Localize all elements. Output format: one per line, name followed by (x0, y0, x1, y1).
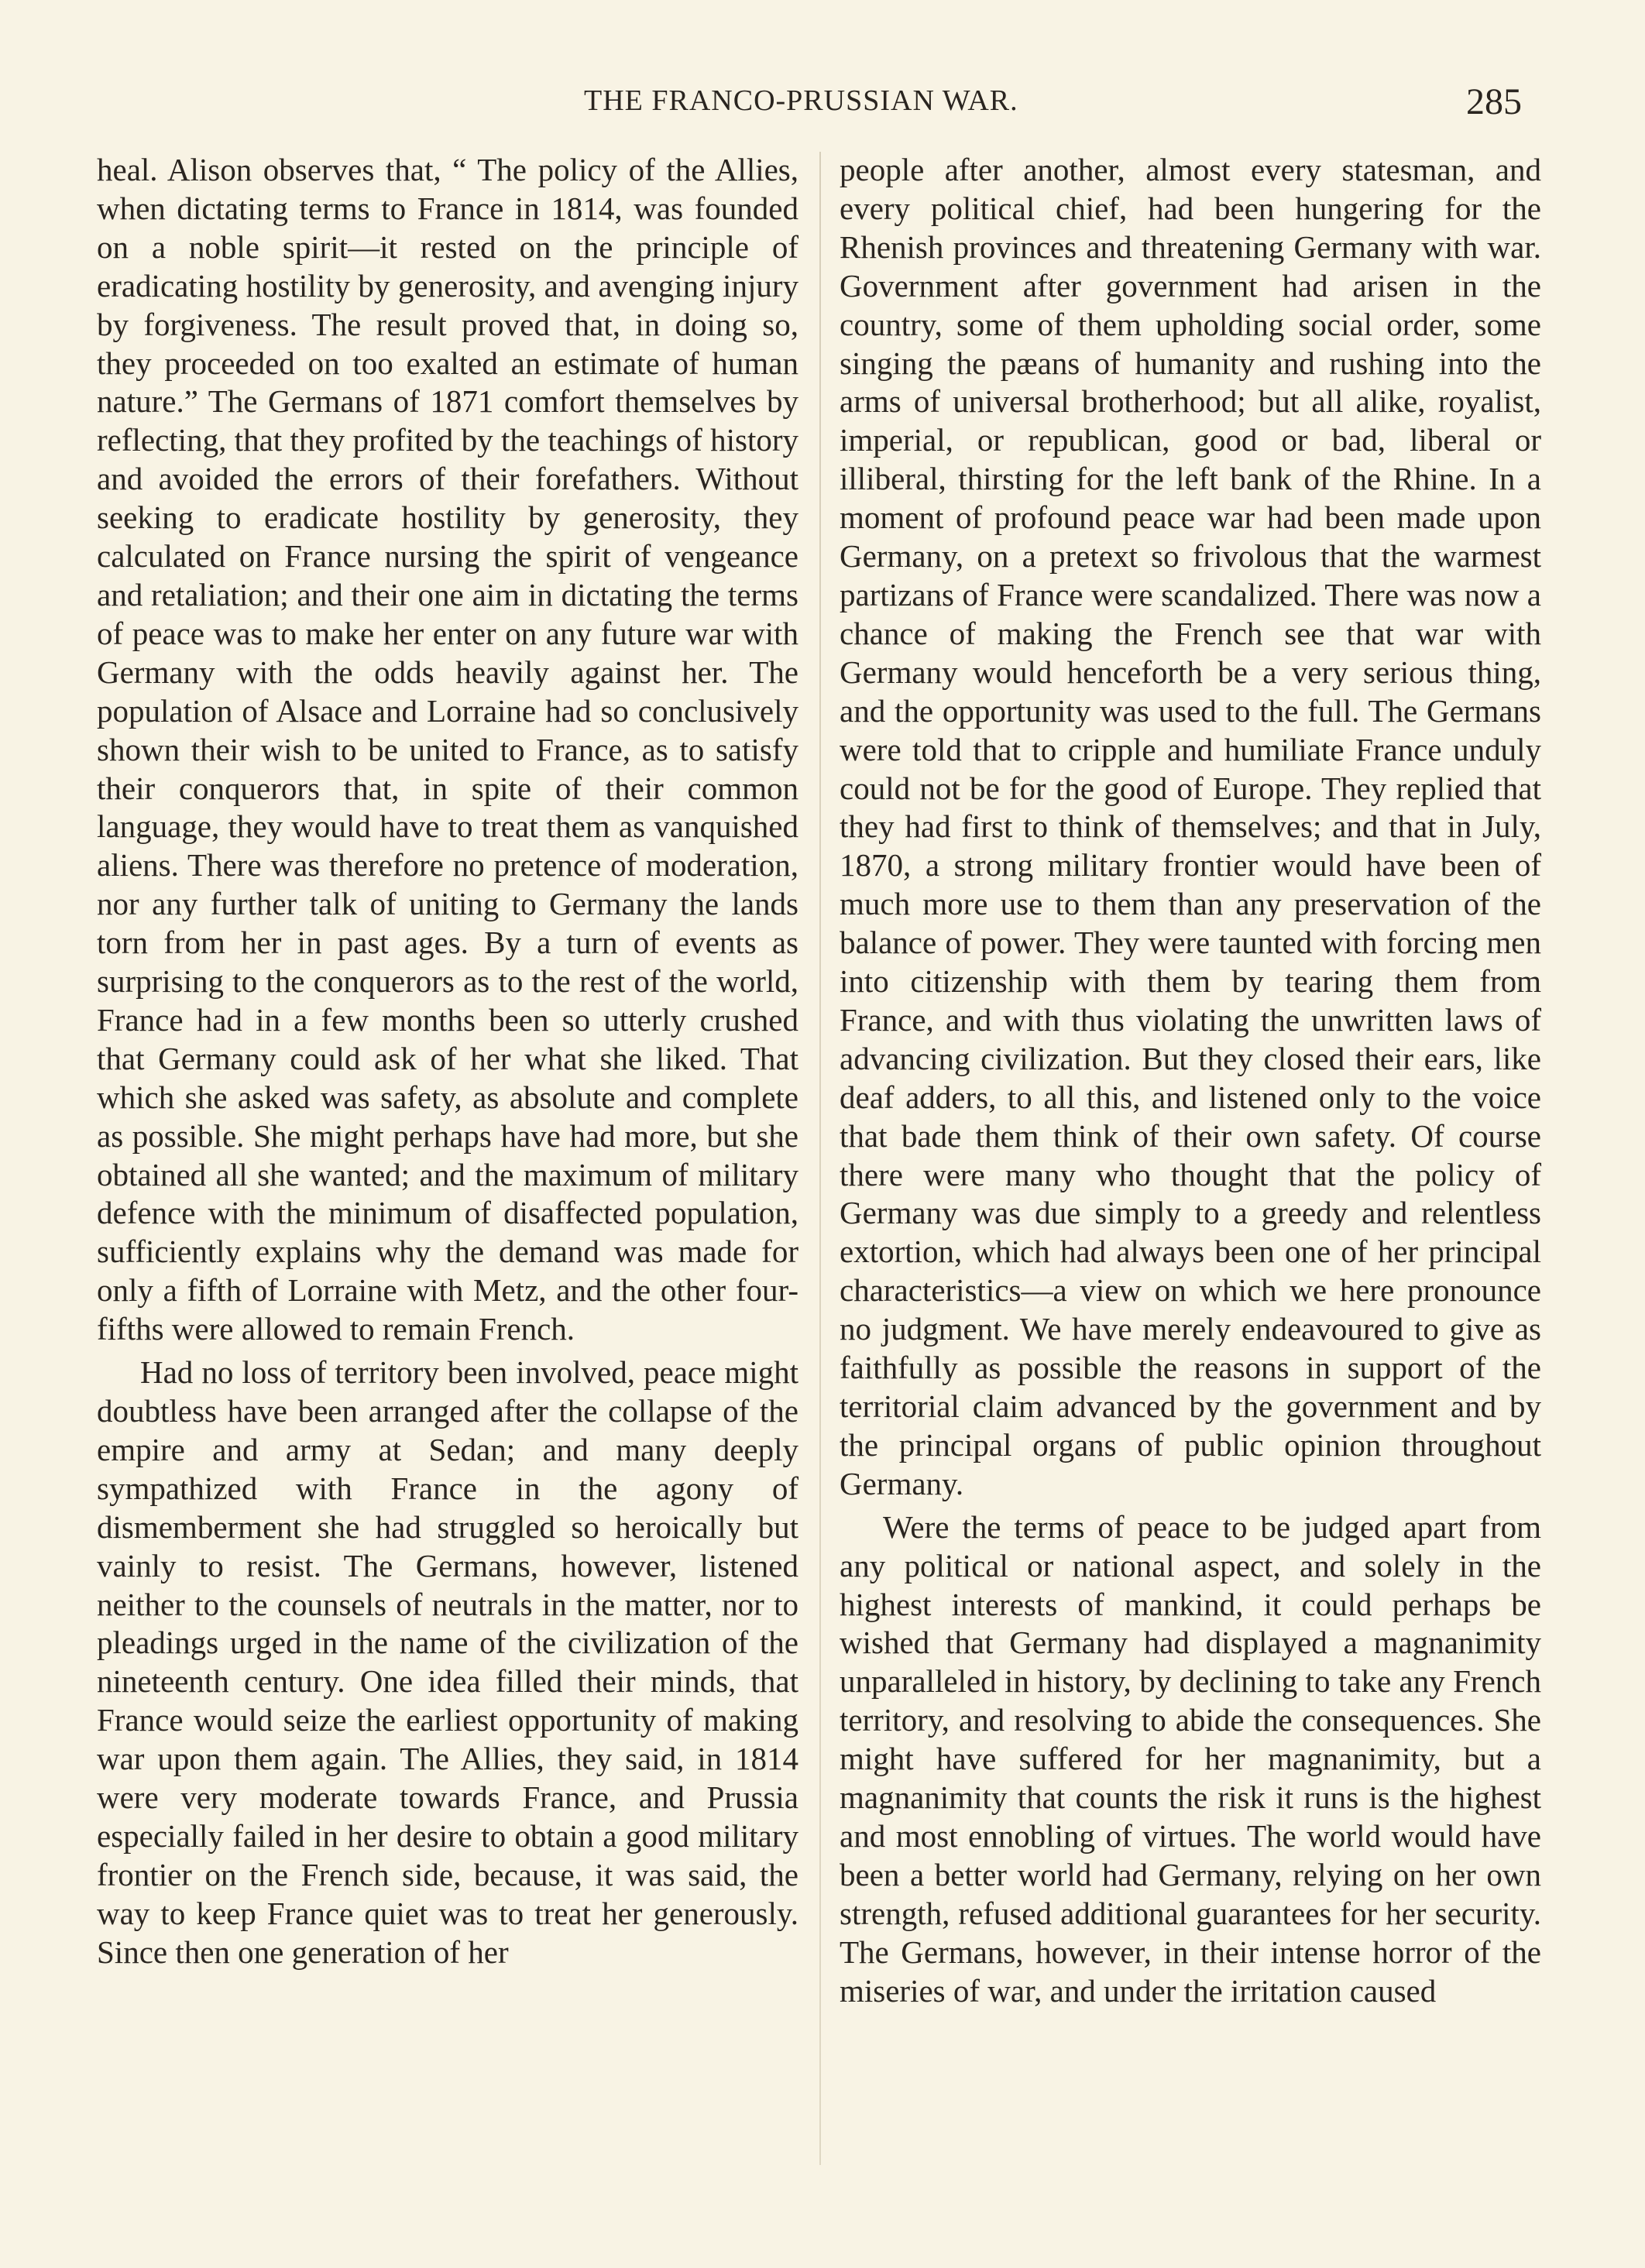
column-divider (819, 152, 821, 2165)
running-title: THE FRANCO-PRUSSIAN WAR. (584, 84, 1018, 117)
page-number: 285 (1466, 81, 1522, 122)
paragraph: heal. Alison observes that, “ The policy of the Allies, when dictating terms to France in 1814, was founded on a noble spirit—it rested on the principle of eradicating hostility by generosity, and avenging injury by forgiveness. The result proved that, in doing so, they proceeded on too exalted an estimate of human nature.” The Germans of 1871 comfort themselves by reflecting, that they profited by the teachings of history and avoided the errors of their forefathers. Without seeking to eradicate hostility by generosity, they calculated on France nursing the spirit of vengeance and retaliation; and their one aim in dictating the terms of peace was to make her enter on any future war with Germany with the odds heavily against her. The population of Alsace and Lorraine had so conclusively shown their wish to be united to France, as to satisfy their conquerors that, in spite of their common language, they would have to treat them as vanquished aliens. There was therefore no pretence of moderation, nor any further talk of uniting to Germany the lands torn from her in past ages. By a turn of events as surprising to the conquerors as to the rest of the world, France had in a few months been so utterly crushed that Germany could ask of her what she liked. That which she asked was safety, as absolute and complete as possible. She might perhaps have had more, but she obtained all she wanted; and the maximum of military defence with the minimum of disaffected population, sufficiently explains why the demand was made for only a fifth of Lorraine with Metz, and the other four-fifths were allowed to remain French. (97, 152, 798, 1347)
paragraph: people after another, almost every statesman, and every political chief, had been hungering for the Rhenish provinces and threatening Germany with war. Government after government had arisen in the country, some of them upholding social order, some singing the pæans of humanity and rushing into the arms of universal brotherhood; but all alike, royalist, imperial, or republican, good or bad, liberal or illiberal, thirsting for the left bank of the Rhine. In a moment of profound peace war had been made upon Germany, on a pretext so frivolous that the warmest partizans of France were scandalized. There was now a chance of making the French see that war with Germany would henceforth be a very serious thing, and the opportunity was used to the full. The Germans were told that to cripple and humiliate France unduly could not be for the good of Europe. They replied that they had first to think of themselves; and that in July, 1870, a strong military frontier would have been of much more use to them than any preservation of the balance of power. They were taunted with forcing men into citizenship with them by tearing them from France, and with thus violating the unwritten laws of advancing civilization. But they closed their ears, like deaf adders, to all this, and listened only to the voice that bade them think of their own safety. Of course there were many who thought that the policy of Germany was due simply to a greedy and relentless extortion, which had always been one of her principal characteristics—a view on which we here pronounce no judgment. We have merely endeavoured to give as faithfully as possible the reasons in support of the territorial claim advanced by the government and by the principal organs of public opinion throughout Germany. (840, 152, 1541, 1501)
paragraph: Had no loss of territory been involved, peace might doubtless have been arranged after the collapse of the empire and army at Sedan; and many deeply sympathized with France in the agony of dismemberment she had struggled so heroically but vainly to resist. The Germans, however, listened neither to the counsels of neutrals in the matter, nor to pleadings urged in the name of the civilization of the nineteenth century. One idea filled their minds, that France would seize the earliest opportunity of making war upon them again. The Allies, they said, in 1814 were very moderate towards France, and Prussia especially failed in her desire to obtain a good military frontier on the French side, because, it was said, the way to keep France quiet was to treat her generously. Since then one generation of her (97, 1354, 798, 1970)
running-head (0, 81, 1645, 130)
left-column (97, 151, 798, 1972)
right-column (840, 151, 1541, 2011)
paragraph: Were the terms of peace to be judged apart from any political or national aspect, and solely in the highest interests of mankind, it could perhaps be wished that Germany had displayed a magnanimity unparalleled in history, by declining to take any French territory, and resolving to abide the consequences. She might have suffered for her magnanimity, but a magnanimity that counts the risk it runs is the highest and most ennobling of virtues. The world would have been a better world had Germany, relying on her own strength, refused additional guarantees for her security. The Germans, however, in their intense horror of the miseries of war, and under the irritation caused (840, 1508, 1541, 2009)
